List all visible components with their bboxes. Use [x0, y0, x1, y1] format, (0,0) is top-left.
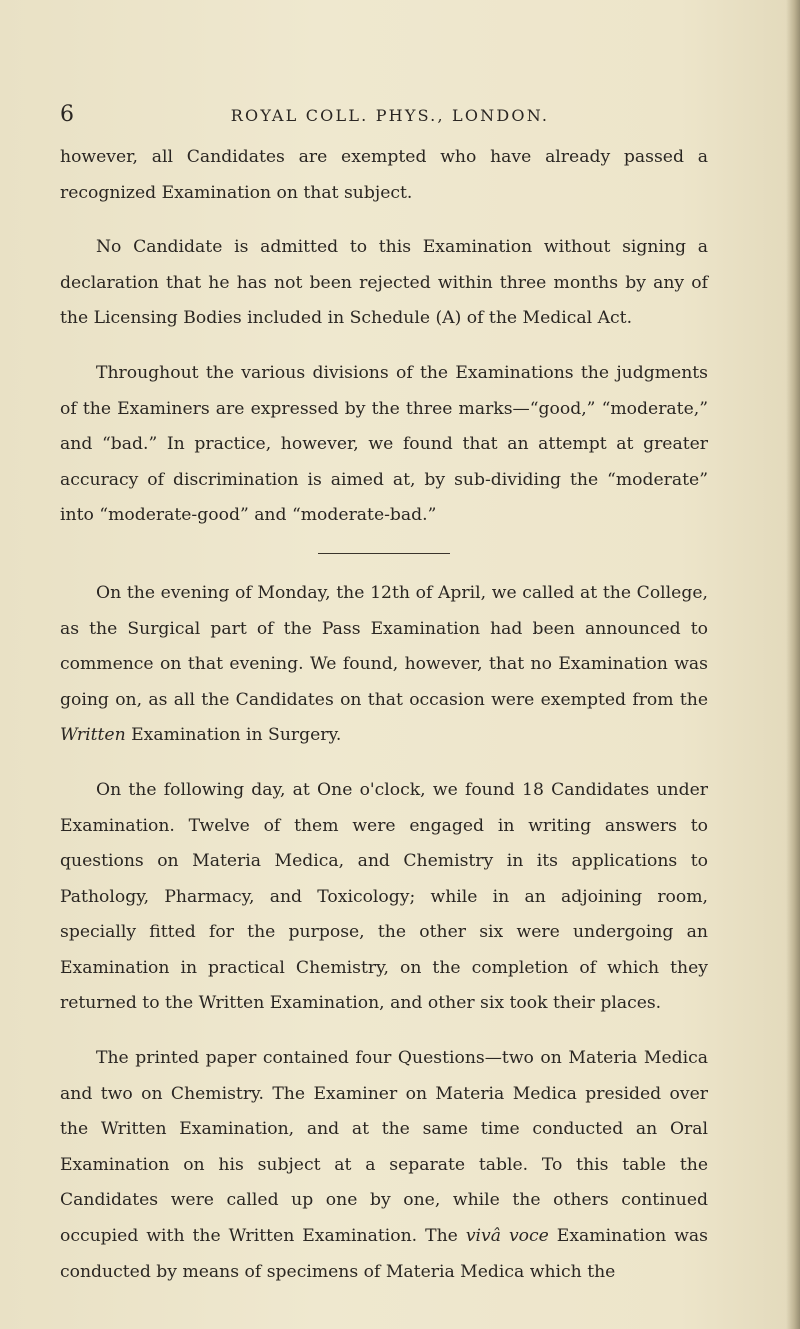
page-number: 6 [60, 102, 74, 127]
paragraph-monday-evening [60, 576, 708, 754]
page-header [60, 100, 720, 130]
page-edge-shadow [786, 0, 800, 1329]
paragraph-text: Examination in Surgery. [125, 725, 342, 746]
paragraph-text: On the evening of Monday, the 12th of April, we called at the College, as the Surgical part of the Pass Examination had been announced to commence on that evening. We found, however, that no Examination was going on, as all the Candidates on that occasion were exempted from the [60, 582, 708, 710]
paragraph-marks: Throughout the various divisions of the Examinations the judgments of the Examiners are expressed by the three marks—“good,” “moderate,” and “bad.” In practice, however, we found that an attempt at greater accuracy of discrimination is aimed at, by sub-dividing the “moderate” into “moderate-good” and “moderate-bad.” [60, 362, 708, 526]
body-text [60, 140, 708, 1290]
italic-text: vivâ voce [465, 1226, 549, 1247]
italic-text: Written [60, 725, 126, 746]
paragraph-printed-paper [60, 1041, 708, 1290]
running-head: ROYAL COLL. PHYS., LONDON. [230, 106, 550, 125]
paragraph-following-day: On the following day, at One o'clock, we found 18 Candidates under Examination. Twelve of them were engaged in writing answers to questions on Materia Medica, and Chemistry in its applications to Pathology, Pharmacy, and Toxicology; while in an adjoining room, specially fitted for the purpose, the other six were undergoing an Examination in practical Chemistry, on the completion of which they returned to the Written Examination, and other six took their places. [60, 779, 708, 1014]
paragraph-text: Examination was conducted by means of specimens of Materia Medica which the [60, 1226, 708, 1282]
paragraph-continued-exemption: however, all Candidates are exempted who have already passed a recognized Examination on that subject. [60, 147, 708, 203]
paragraph-declaration: No Candidate is admitted to this Examination without signing a declaration that he has not been rejected within three months by any of the Licensing Bodies included in Schedule (A) of the Medical Act. [60, 237, 708, 329]
paragraph-text: The printed paper contained four Questions—two on Materia Medica and two on Chemistry. The Examiner on Materia Medica presided over the Written Examination, and at the same time conducted an Oral Examination on his subject at a separate table. To this table the Candidates were called up one by one, while the others continued occupied with the Written Examination. The [60, 1048, 708, 1247]
section-divider-rule [318, 553, 450, 554]
